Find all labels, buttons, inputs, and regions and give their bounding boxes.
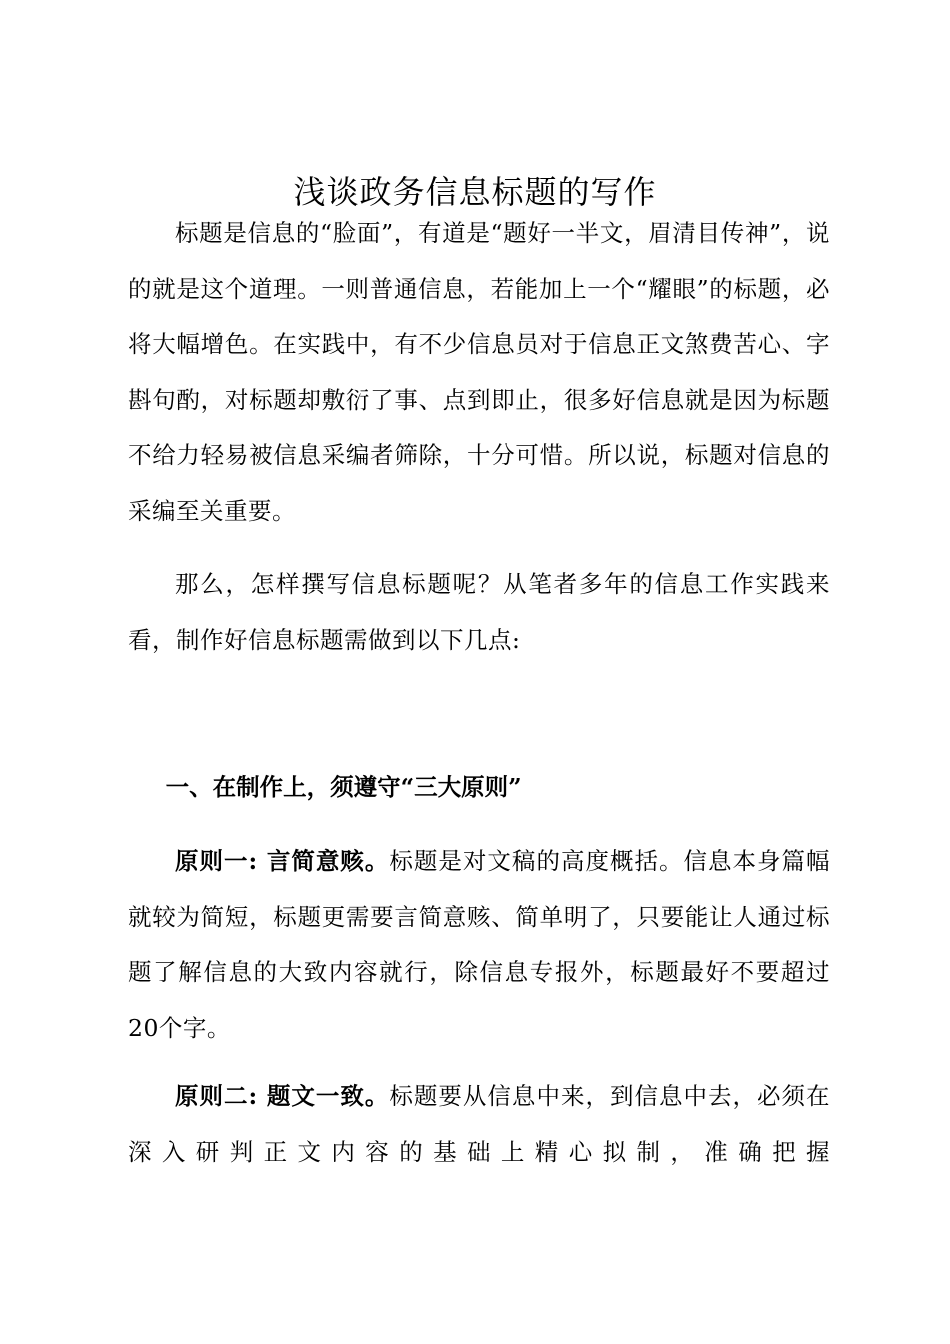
- principle-2-lead: 原则二: 题文一致。: [175, 1082, 390, 1110]
- intro-paragraph-2: 那么，怎样撰写信息标题呢？从笔者多年的信息工作实践来看，制作好信息标题需做到以下几点:: [128, 570, 830, 654]
- principle-1-body: 标题是对文稿的高度概括。信息本身篇幅就较为简短，标题更需要言简意赅、简单明了，只要能让人通过标题了解信息的大致内容就行，除信息专报外，标题最好不要超过20个字。: [128, 847, 830, 1042]
- principle-1-paragraph: [128, 834, 830, 1056]
- intro-paragraph-1: 标题是信息的“脸面”，有道是“题好一半文，眉清目传神”，说的就是这个道理。一则普通信息，若能加上一个“耀眼”的标题，必将大幅增色。在实践中，有不少信息员对于信息正文煞费苦心、字斟句酌，对标题却敷衍了事、点到即止，很多好信息就是因为标题不给力轻易被信息采编者筛除，十分可惜。所以说，标题对信息的采编至关重要。: [128, 219, 830, 525]
- principle-2-body: 标题要从信息中来，到信息中去，必须在深入研判正文内容的基础上精心拟制，准确把握: [128, 1082, 830, 1166]
- principle-2-paragraph: [128, 1069, 830, 1180]
- document-title: 浅谈政务信息标题的写作: [293, 173, 657, 211]
- principle-1-lead: 原则一: 言简意赅。: [175, 847, 390, 875]
- section-1-heading: 一、在制作上，须遵守“三大原则”: [165, 773, 522, 801]
